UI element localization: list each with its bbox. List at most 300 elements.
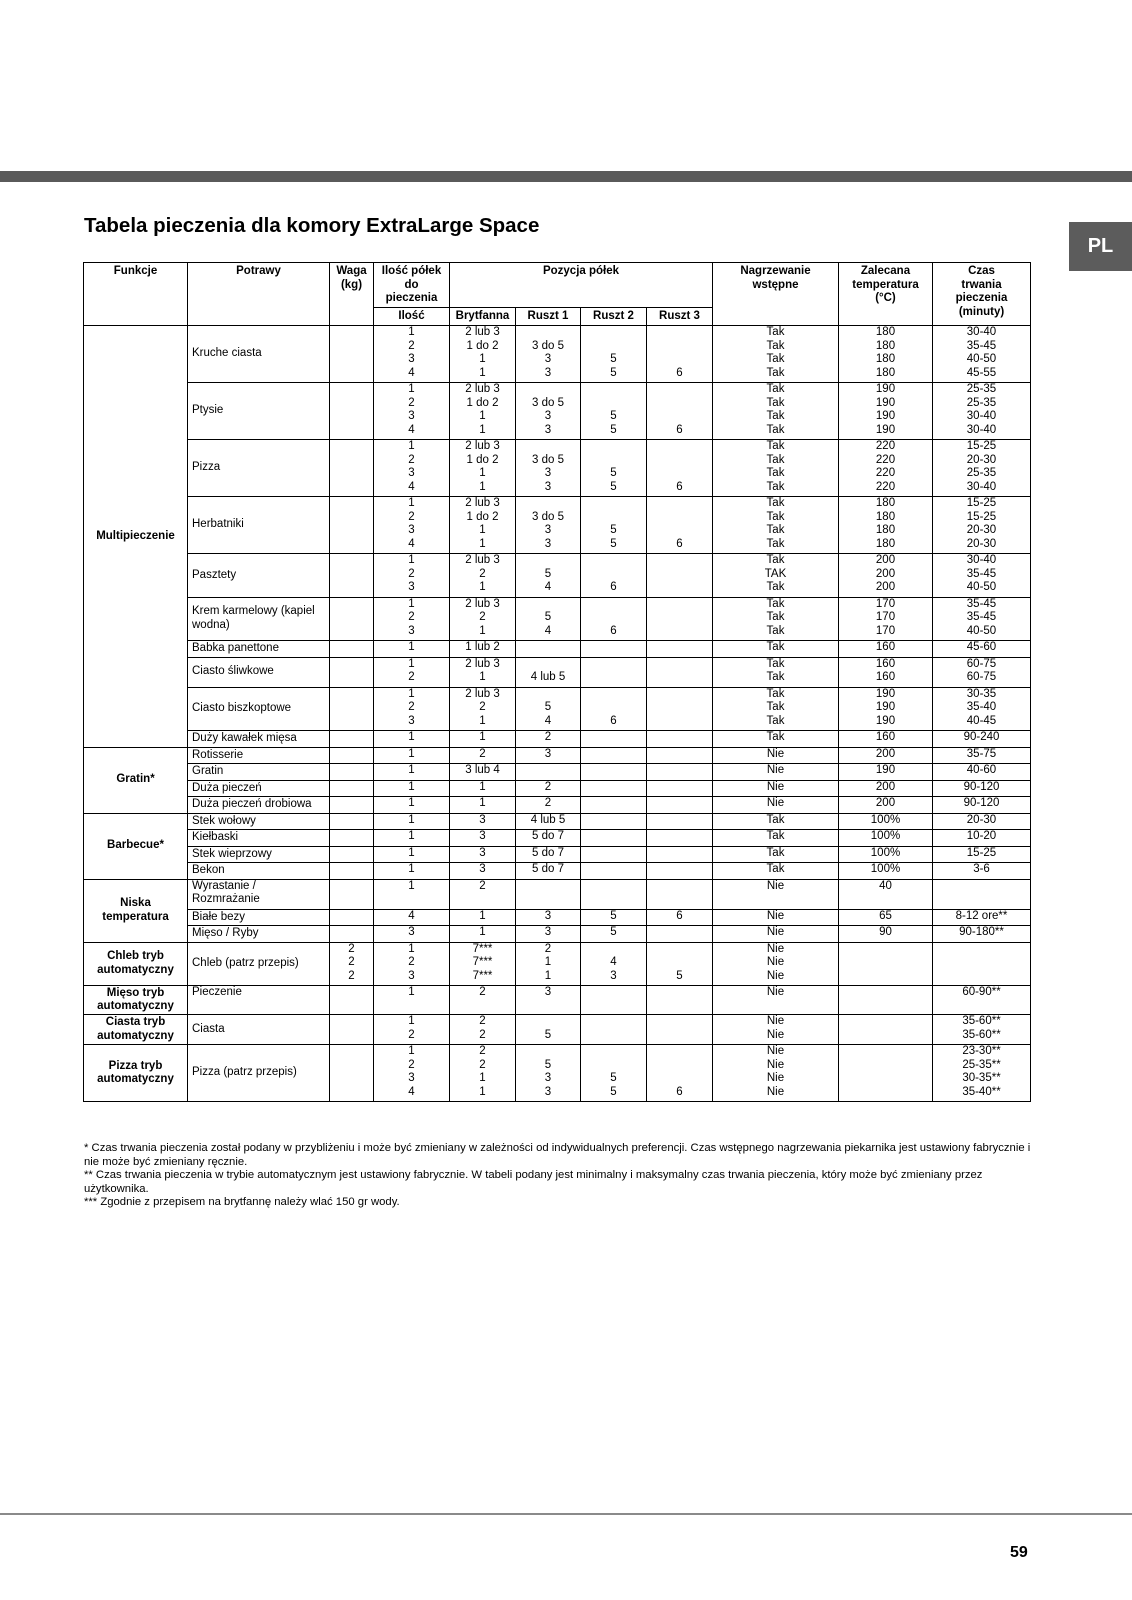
- ruszt1-cell: [516, 909, 581, 926]
- dish-name-cell: [188, 731, 330, 748]
- cell-value: [585, 943, 642, 957]
- cell-value: 2: [479, 567, 486, 580]
- dish-name-cell: [188, 383, 330, 440]
- czas-cell: [933, 780, 1031, 797]
- cell-value: 190: [875, 396, 896, 409]
- cell-value: 1: [408, 747, 415, 760]
- dish-name-cell: [188, 926, 330, 943]
- dish-name: Duża pieczeń drobiowa: [192, 798, 312, 810]
- waga-cell: [330, 597, 374, 641]
- cell-value: 190: [875, 701, 896, 713]
- nagrzewanie-cell: [713, 383, 839, 440]
- ruszt1-cell: [516, 942, 581, 986]
- cell-value: 170: [875, 611, 896, 623]
- cell-value: [585, 440, 642, 454]
- ruszt1-cell: [516, 846, 581, 863]
- cell-value: 2: [408, 671, 415, 683]
- cell-value: 6: [676, 1085, 683, 1098]
- dish-name: Chleb (patrz przepis): [192, 957, 299, 969]
- cell-value: 1: [408, 597, 415, 610]
- function-cell: [84, 942, 188, 986]
- cell-value: [651, 943, 708, 957]
- ilosc-cell: [374, 942, 450, 986]
- cell-value: 1: [479, 714, 486, 727]
- cell-value: 4: [408, 537, 415, 550]
- brytfanna-cell: [450, 731, 516, 748]
- temperatura-cell: [839, 942, 933, 986]
- cell-value: 220: [875, 453, 896, 466]
- table-row: [84, 497, 1031, 554]
- ruszt1-cell: [516, 926, 581, 943]
- ruszt3-cell: [647, 440, 713, 497]
- cell-value: 2: [408, 567, 415, 580]
- table-row: [84, 879, 1031, 909]
- table-row: [84, 926, 1031, 943]
- ruszt3-cell: [647, 879, 713, 909]
- cell-value: Nie: [766, 747, 785, 760]
- cell-value: 30-35**: [962, 1072, 1001, 1084]
- ruszt2-cell: [581, 1045, 647, 1102]
- cell-value: Tak: [766, 846, 785, 859]
- cell-value: [651, 524, 708, 538]
- table-row: [84, 687, 1031, 731]
- brytfanna-cell: [450, 1015, 516, 1045]
- cell-value: 1: [479, 524, 486, 536]
- cell-value: 190: [875, 410, 896, 422]
- cell-value: [585, 611, 642, 625]
- cell-value: 3: [544, 537, 552, 550]
- cell-value: 5: [610, 537, 617, 550]
- cell-value: [520, 554, 576, 568]
- cell-value: Tak: [766, 339, 785, 352]
- brytfanna-cell: [450, 747, 516, 764]
- cell-value: Tak: [766, 453, 785, 466]
- ilosc-cell: [374, 986, 450, 1015]
- ruszt1-cell: [516, 1045, 581, 1102]
- ruszt2-cell: [581, 687, 647, 731]
- cell-value: [585, 497, 642, 511]
- dish-name: Stek wołowy: [192, 814, 256, 827]
- cell-value: [585, 568, 642, 582]
- function-label: Chleb tryb: [107, 950, 164, 963]
- cell-value: 35-45: [966, 597, 997, 610]
- cell-value: 2: [479, 1045, 486, 1057]
- cell-value: Tak: [766, 383, 785, 395]
- nagrzewanie-cell: [713, 747, 839, 764]
- cell-value: 1: [479, 537, 486, 550]
- ruszt1-cell: [516, 597, 581, 641]
- table-row: [84, 830, 1031, 847]
- cell-value: [520, 688, 576, 702]
- cell-value: TAK: [764, 567, 787, 580]
- ruszt2-cell: [581, 942, 647, 986]
- header-pozycja-polek: Pozycja półek: [450, 263, 713, 308]
- cell-value: 180: [875, 524, 896, 536]
- ilosc-cell: [374, 326, 450, 383]
- waga-cell: [330, 641, 374, 658]
- header-ruszt3: Ruszt 3: [647, 308, 713, 326]
- ilosc-cell: [374, 764, 450, 781]
- brytfanna-cell: [450, 986, 516, 1015]
- table-row: [84, 554, 1031, 598]
- cell-value: 6: [676, 909, 683, 922]
- cell-value: Tak: [766, 624, 785, 637]
- cell-value: 1: [408, 554, 415, 566]
- cell-value: 30-40: [966, 423, 997, 436]
- cell-value: 1: [408, 863, 415, 875]
- cell-value: [585, 554, 642, 568]
- cell-value: 40-50: [966, 353, 997, 365]
- cell-value: 30-40: [966, 554, 997, 566]
- cell-value: 100%: [870, 863, 901, 875]
- nagrzewanie-cell: [713, 326, 839, 383]
- brytfanna-cell: [450, 797, 516, 814]
- cell-value: 3: [479, 813, 486, 826]
- dish-name: Rozmrażanie: [192, 893, 260, 905]
- cell-value: 1: [408, 764, 415, 776]
- nagrzewanie-cell: [713, 797, 839, 814]
- cell-value: Tak: [766, 440, 785, 452]
- ruszt2-cell: [581, 597, 647, 641]
- cell-value: 180: [875, 366, 896, 379]
- cell-value: Nie: [766, 1045, 785, 1057]
- cell-value: 180: [875, 497, 896, 509]
- cell-value: 35-45: [966, 567, 997, 580]
- cell-value: [651, 383, 708, 397]
- cell-value: Nie: [766, 969, 785, 982]
- cell-value: 1: [544, 956, 552, 968]
- cell-value: [585, 1045, 642, 1059]
- cell-value: 1: [544, 969, 552, 982]
- cell-value: 40: [879, 879, 892, 892]
- nagrzewanie-cell: [713, 731, 839, 748]
- dish-name: Babka panettone: [192, 642, 279, 654]
- cell-value: 190: [875, 383, 896, 395]
- ilosc-cell: [374, 846, 450, 863]
- cell-value: 180: [875, 537, 896, 550]
- czas-cell: [933, 1015, 1031, 1045]
- brytfanna-cell: [450, 383, 516, 440]
- cell-value: 170: [875, 597, 896, 610]
- waga-cell: [330, 879, 374, 909]
- czas-cell: [933, 879, 1031, 909]
- cell-value: 2: [479, 747, 486, 760]
- cell-value: 40-50: [966, 624, 997, 637]
- cell-value: 35-45: [966, 339, 997, 352]
- waga-cell: [330, 554, 374, 598]
- cell-value: Tak: [766, 671, 785, 683]
- page-number: 59: [1010, 1544, 1028, 1561]
- cell-value: 2: [479, 611, 486, 623]
- cell-value: Tak: [766, 641, 785, 653]
- cell-value: 160: [875, 671, 896, 683]
- cell-value: 6: [610, 581, 617, 593]
- cell-value: 3: [544, 524, 552, 536]
- cell-value: [585, 688, 642, 702]
- function-label: Multipieczenie: [96, 529, 175, 542]
- ruszt3-cell: [647, 764, 713, 781]
- cell-value: 2: [544, 731, 552, 743]
- cell-value: [651, 340, 708, 354]
- cell-value: 15-25: [966, 846, 997, 859]
- ruszt3-cell: [647, 780, 713, 797]
- cell-value: [520, 326, 576, 340]
- function-cell: [84, 879, 188, 942]
- cell-value: 25-35: [966, 396, 997, 409]
- ilosc-cell: [374, 863, 450, 880]
- cell-value: 2: [544, 797, 552, 809]
- cell-value: 25-35: [966, 383, 997, 395]
- cell-value: 3: [544, 986, 552, 998]
- waga-cell: [330, 813, 374, 830]
- ruszt3-cell: [647, 657, 713, 687]
- temperatura-cell: [839, 554, 933, 598]
- dish-name: Bekon: [192, 864, 225, 876]
- cell-value: Nie: [766, 926, 785, 938]
- ruszt2-cell: [581, 863, 647, 880]
- dish-name: Kiełbaski: [192, 831, 239, 843]
- cell-value: 1: [479, 366, 486, 379]
- cell-value: 200: [875, 581, 896, 593]
- cell-value: Tak: [766, 396, 785, 409]
- cell-value: [585, 701, 642, 715]
- cell-value: 3: [479, 863, 486, 875]
- cell-value: 6: [676, 537, 683, 550]
- dish-name-cell: [188, 554, 330, 598]
- cell-value: 1 do 2: [466, 453, 499, 466]
- cell-value: 2: [408, 1058, 415, 1071]
- cell-value: 90: [879, 926, 892, 938]
- dish-name-cell: [188, 326, 330, 383]
- cell-value: 2: [408, 510, 415, 523]
- cell-value: 90-120: [963, 780, 1000, 793]
- brytfanna-cell: [450, 597, 516, 641]
- cell-value: 3: [544, 480, 552, 493]
- cell-value: 1: [479, 909, 486, 922]
- ruszt1-cell: [516, 657, 581, 687]
- cell-value: 5 do 7: [532, 863, 564, 875]
- dish-name-cell: [188, 597, 330, 641]
- cell-value: 220: [875, 440, 896, 452]
- cell-value: 220: [875, 467, 896, 479]
- cell-value: 2: [479, 701, 486, 713]
- cell-value: 35-60**: [962, 1015, 1001, 1027]
- dish-name: Krem karmelowy (kapiel wodna): [192, 605, 315, 631]
- dish-name-cell: [188, 657, 330, 687]
- temperatura-cell: [839, 797, 933, 814]
- ruszt1-cell: [516, 326, 581, 383]
- cell-value: Tak: [766, 326, 785, 338]
- cell-value: Tak: [766, 813, 785, 826]
- cell-value: 2: [479, 1028, 486, 1041]
- cell-value: 65: [879, 909, 892, 922]
- cell-value: 1: [408, 326, 415, 338]
- ruszt3-cell: [647, 326, 713, 383]
- table-row: [84, 440, 1031, 497]
- function-label: Niska: [120, 897, 151, 909]
- cell-value: 2: [408, 701, 415, 713]
- cell-value: Tak: [766, 731, 785, 743]
- brytfanna-cell: [450, 1045, 516, 1102]
- cell-value: 5: [610, 909, 617, 922]
- table-row: [84, 326, 1031, 383]
- cell-value: 3: [408, 410, 415, 422]
- czas-cell: [933, 986, 1031, 1015]
- ruszt3-cell: [647, 554, 713, 598]
- waga-cell: [330, 986, 374, 1015]
- cell-value: Nie: [766, 1058, 785, 1071]
- czas-cell: [933, 383, 1031, 440]
- cell-value: 180: [875, 339, 896, 352]
- ruszt2-cell: [581, 747, 647, 764]
- cell-value: 2: [408, 339, 415, 352]
- cell-value: 4: [544, 714, 552, 727]
- header-waga: Waga (kg): [330, 263, 374, 326]
- ruszt2-cell: [581, 926, 647, 943]
- footnote-3: *** Zgodnie z przepisem na brytfannę należy wlać 150 gr wody.: [84, 1196, 400, 1209]
- function-label: Pizza tryb: [108, 1059, 163, 1072]
- cell-value: 5: [610, 524, 617, 536]
- czas-cell: [933, 597, 1031, 641]
- cell-value: 3: [408, 581, 415, 593]
- cell-value: 4 lub 5: [530, 813, 566, 826]
- cell-value: 200: [875, 797, 896, 809]
- cell-value: 2: [544, 780, 552, 793]
- ilosc-cell: [374, 554, 450, 598]
- ilosc-cell: [374, 813, 450, 830]
- cell-value: [520, 658, 576, 672]
- cell-value: Tak: [766, 353, 785, 365]
- ruszt2-cell: [581, 764, 647, 781]
- cell-value: 60-75: [966, 671, 997, 683]
- cell-value: 35-45: [966, 611, 997, 623]
- cell-value: 3 lub 4: [465, 764, 500, 776]
- cell-value: 3: [544, 467, 552, 479]
- cell-value: [651, 397, 708, 411]
- cell-value: 3: [479, 830, 486, 842]
- cell-value: 1: [408, 813, 415, 826]
- dish-name-cell: [188, 909, 330, 926]
- dish-name: Gratin: [192, 765, 224, 777]
- nagrzewanie-cell: [713, 942, 839, 986]
- table-row: [84, 747, 1031, 764]
- cell-value: 30-40: [966, 326, 997, 338]
- nagrzewanie-cell: [713, 1015, 839, 1045]
- table-row: [84, 986, 1031, 1015]
- cell-value: 4: [408, 1085, 415, 1098]
- cell-value: 2 lub 3: [465, 497, 500, 509]
- cell-value: 2: [479, 879, 486, 892]
- ruszt2-cell: [581, 326, 647, 383]
- page-title: Tabela pieczenia dla komory ExtraLarge Space: [84, 214, 540, 237]
- ilosc-cell: [374, 926, 450, 943]
- cell-value: 2: [408, 1028, 415, 1041]
- dish-name-cell: [188, 1015, 330, 1045]
- temperatura-cell: [839, 440, 933, 497]
- cell-value: 180: [875, 326, 896, 338]
- top-divider-bar: [0, 171, 1132, 182]
- cell-value: 15-25: [966, 440, 997, 452]
- cell-value: 90-240: [963, 731, 1000, 743]
- cell-value: 90-120: [963, 797, 1000, 809]
- temperatura-cell: [839, 879, 933, 909]
- cell-value: 180: [875, 353, 896, 365]
- ruszt1-cell: [516, 641, 581, 658]
- temperatura-cell: [839, 926, 933, 943]
- nagrzewanie-cell: [713, 846, 839, 863]
- dish-name: Stek wieprzowy: [192, 847, 272, 860]
- footnote-2: ** Czas trwania pieczenia w trybie automatycznym jest ustawiony fabrycznie. W tabeli podany jest minimalny i maksymalny czas trwania pieczenia, który może być zmieniany przez użytkownika.: [84, 1169, 983, 1195]
- ruszt3-cell: [647, 747, 713, 764]
- cell-value: Tak: [766, 480, 785, 493]
- cell-value: 5: [544, 1058, 552, 1071]
- dish-name-cell: [188, 863, 330, 880]
- cell-value: 15-25: [966, 497, 997, 509]
- cell-value: 4: [408, 909, 415, 922]
- cell-value: Nie: [766, 797, 785, 809]
- cell-value: 3: [544, 926, 552, 938]
- temperatura-cell: [839, 326, 933, 383]
- nagrzewanie-cell: [713, 813, 839, 830]
- ruszt2-cell: [581, 641, 647, 658]
- cell-value: 1: [408, 797, 415, 809]
- cell-value: 5: [610, 467, 617, 479]
- cell-value: 3: [544, 909, 552, 922]
- ruszt1-cell: [516, 780, 581, 797]
- ruszt2-cell: [581, 554, 647, 598]
- cell-value: Tak: [766, 611, 785, 623]
- cell-value: 40-60: [966, 764, 997, 776]
- brytfanna-cell: [450, 440, 516, 497]
- cell-value: Nie: [766, 764, 785, 776]
- cell-value: 1: [408, 846, 415, 859]
- cell-value: 3: [408, 926, 415, 938]
- ilosc-cell: [374, 383, 450, 440]
- cell-value: Tak: [766, 410, 785, 422]
- cell-value: 1: [408, 657, 415, 670]
- cell-value: [520, 383, 576, 397]
- czas-cell: [933, 554, 1031, 598]
- cell-value: 3 do 5: [532, 396, 564, 409]
- baking-table: [83, 262, 1031, 1102]
- function-label: Mięso tryb: [106, 986, 165, 999]
- ruszt3-cell: [647, 813, 713, 830]
- dish-name: Mięso / Ryby: [192, 927, 259, 939]
- czas-cell: [933, 731, 1031, 748]
- dish-name: Ciasto biszkoptowe: [192, 702, 292, 714]
- cell-value: 2 lub 3: [465, 326, 500, 338]
- brytfanna-cell: [450, 863, 516, 880]
- cell-value: Nie: [766, 879, 785, 892]
- ilosc-cell: [374, 641, 450, 658]
- ruszt3-cell: [647, 597, 713, 641]
- cell-value: [651, 467, 708, 481]
- ilosc-cell: [374, 597, 450, 641]
- ruszt2-cell: [581, 657, 647, 687]
- dish-name: Rotisserie: [192, 748, 244, 761]
- dish-name-cell: [188, 641, 330, 658]
- cell-value: 2 lub 3: [465, 383, 500, 395]
- cell-value: 5: [610, 1072, 617, 1084]
- table-row: [84, 863, 1031, 880]
- dish-name: Ptysie: [192, 404, 224, 417]
- ruszt3-cell: [647, 797, 713, 814]
- temperatura-cell: [839, 846, 933, 863]
- dish-name: Kruche ciasta: [192, 347, 262, 360]
- nagrzewanie-cell: [713, 830, 839, 847]
- waga-cell: [330, 942, 374, 986]
- nagrzewanie-cell: [713, 554, 839, 598]
